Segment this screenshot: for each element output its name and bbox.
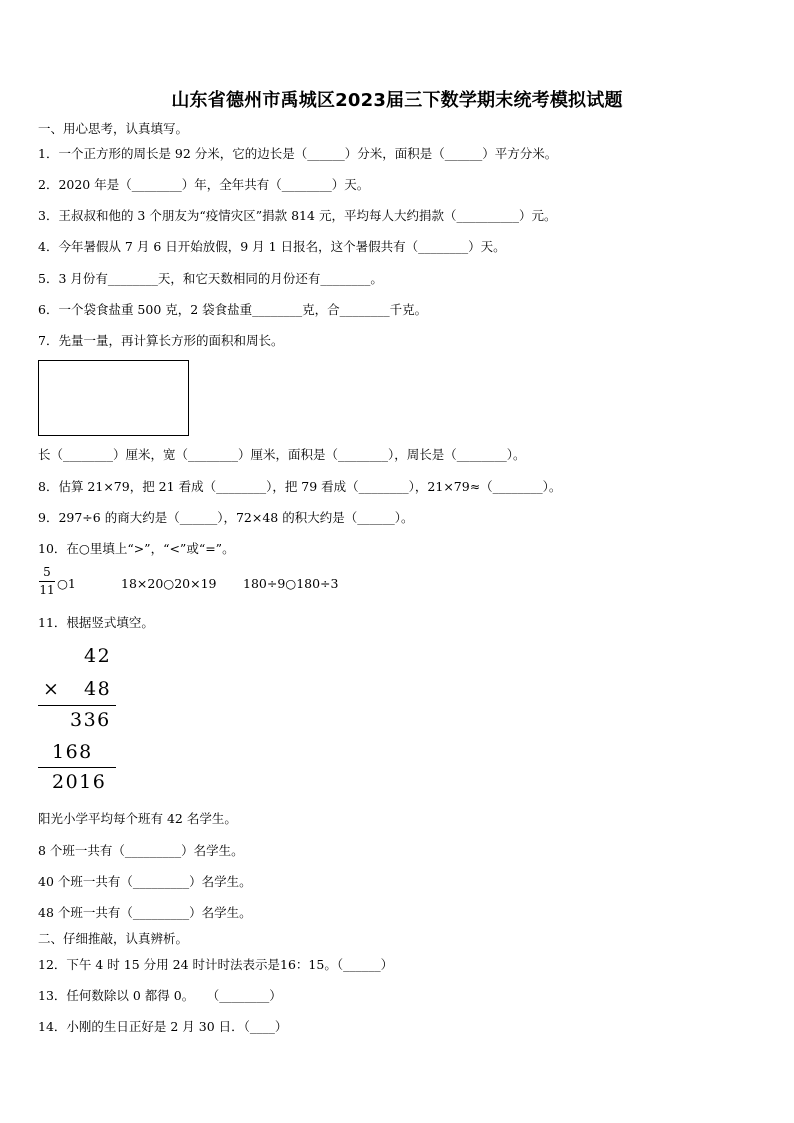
question-7: 7．先量一量，再计算长方形的面积和周长。: [38, 333, 284, 348]
question-9: 9．297÷6 的商大约是（______），72×48 的积大约是（______）。: [38, 510, 414, 525]
section-2-heading: 二、仔细推敲，认真辨析。: [38, 931, 189, 946]
vertical-multiplicand: 42: [84, 645, 112, 667]
question-2: 2．2020 年是（________）年，全年共有（________）天。: [38, 177, 370, 192]
vertical-rule-2: [38, 767, 116, 768]
question-11: 11．根据竖式填空。: [38, 615, 154, 630]
question-6: 6．一个袋食盐重 500 克，2 袋食盐重________克，合________千克。: [38, 302, 428, 317]
fraction-five-elevenths: [39, 566, 55, 597]
question-10: 10．在○里填上“>”，“<”或“=”。: [38, 541, 235, 556]
question-1: 1．一个正方形的周长是 92 分米，它的边长是（______）分米，面积是（______）平方分米。: [38, 146, 558, 161]
vertical-partial-1: 336: [70, 709, 111, 731]
vertical-multiplier: 48: [84, 678, 112, 700]
question-5: 5．3 月份有________天，和它天数相同的月份还有________。: [38, 271, 383, 286]
question-11-text: 阳光小学平均每个班有 42 名学生。: [38, 811, 237, 826]
question-14: 14．小刚的生日正好是 2 月 30 日．（____）: [38, 1019, 288, 1034]
question-8: 8．估算 21×79，把 21 看成（________），把 79 看成（________），21×79≈（________）。: [38, 479, 562, 494]
page-title: 山东省德州市禹城区2023届三下数学期末统考模拟试题: [171, 90, 623, 111]
vertical-product: 2016: [52, 771, 107, 793]
vertical-times-sign: ×: [43, 678, 61, 700]
measure-rectangle: [38, 360, 189, 436]
question-12: 12．下午 4 时 15 分用 24 时计时法表示是16：15。（______）: [38, 957, 394, 972]
fraction-bar: [39, 581, 55, 582]
question-7-answer: 长（________）厘米，宽（________）厘米，面积是（________），周长是（________）。: [38, 447, 526, 462]
question-11-c: 48 个班一共有（_________）名学生。: [38, 905, 252, 920]
vertical-partial-2: 168: [52, 741, 93, 763]
compare-item-3: 180÷9○180÷3: [243, 576, 339, 591]
compare-item-1: ○1: [57, 576, 76, 591]
question-13: 13．任何数除以 0 都得 0。 （________）: [38, 988, 282, 1003]
question-11-b: 40 个班一共有（_________）名学生。: [38, 874, 252, 889]
fraction-denominator: 11: [39, 583, 55, 597]
vertical-rule-1: [38, 705, 116, 706]
section-1-heading: 一、用心思考，认真填写。: [38, 121, 189, 136]
compare-item-2: 18×20○20×19: [121, 576, 217, 591]
fraction-numerator: 5: [43, 565, 51, 579]
question-3: 3．王叔叔和他的 3 个朋友为“疫情灾区”捐款 814 元，平均每人大约捐款（__________）元。: [38, 208, 557, 223]
question-11-a: 8 个班一共有（_________）名学生。: [38, 843, 244, 858]
question-4: 4．今年暑假从 7 月 6 日开始放假，9 月 1 日报名，这个暑假共有（________）天。: [38, 239, 506, 254]
